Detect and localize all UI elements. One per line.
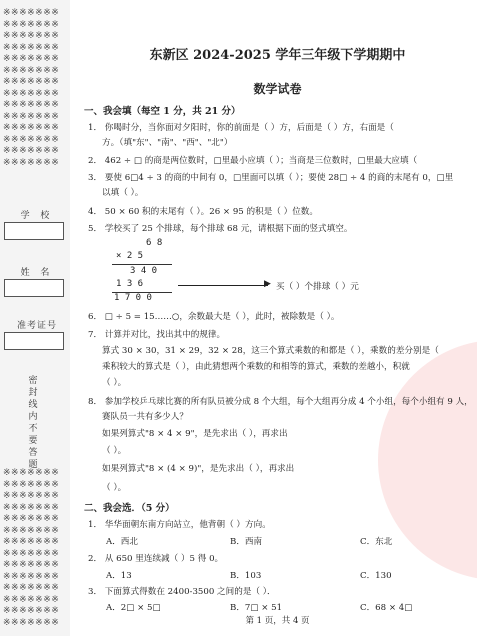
vertical-row1: 6 8 [146, 238, 163, 248]
s2-q1-option-c[interactable]: C．东北 [360, 537, 393, 547]
q1-line1: 1． 你喝时分，当你面对夕阳时，你的前面是（ ）方，后面是（ ）方，右面是（ [88, 123, 394, 133]
vertical-row3: 3 4 0 [130, 266, 158, 276]
exam-title: 东新区 2024-2025 学年三年级下学期期中 [149, 48, 406, 63]
s2-q2-option-b[interactable]: B．103 [230, 571, 262, 581]
q7-line4: （ ）。 [102, 378, 127, 388]
vertical-row4: 1 3 6 [116, 279, 144, 289]
s2-q3-option-a[interactable]: A．2□ × 5□ [106, 603, 161, 613]
q6-line: 6． □ ÷ 5 = 15……○，余数最大是（ ），此时，被除数是（ ）。 [88, 312, 340, 322]
school-label: 学 校 [20, 211, 54, 221]
s2-q1-line: 1． 华华面朝东南方向站立，他背朝（ ）方向。 [88, 520, 271, 530]
arrow-shaft [178, 285, 268, 286]
binding-stars-bottom: ※※※※※※※※※※※※※※※※※※※※※※※※※※※※※※※※※※※※※※※※※※※※※※※※※※※※※※※※※※※※※※※※※※※※※※※※※※※※※※※※※※※※※※※※※※※※※※※※※※ [3, 468, 60, 628]
binding-stars-top: ※※※※※※※※※※※※※※※※※※※※※※※※※※※※※※※※※※※※※※※※※※※※※※※※※※※※※※※※※※※※※※※※※※※※※※※※※※※※※※※※※※※※※※※※※※※※※※※※※※ [3, 8, 60, 168]
q8-line4: （ ）。 [102, 446, 127, 456]
s2-q3-option-c[interactable]: C．68 × 4□ [360, 603, 413, 613]
q8-line6: （ ）。 [102, 483, 127, 493]
s2-q3-line: 3． 下面算式得数在 2400-3500 之间的是（ ）． [88, 587, 276, 597]
exam-number-label: 准考证号 [16, 321, 57, 331]
s2-q2-line: 2． 从 650 里连续减（ ）5 得 0。 [88, 554, 224, 564]
name-label: 姓 名 [20, 268, 54, 278]
q3-line2: 以填（ ）。 [102, 188, 144, 198]
s2-q2-option-a[interactable]: A．13 [106, 571, 132, 581]
q1-line2: 方。（填"东"、"南"、"西"、"北"） [102, 138, 233, 148]
watermark-logo [378, 340, 477, 580]
school-field[interactable] [4, 222, 64, 240]
section2-heading: 二、我会选．（5 分） [84, 503, 175, 514]
q4-line: 4． 50 × 60 积的末尾有（ ）。26 × 95 的积是（ ）位数。 [88, 207, 318, 217]
seal-notice: 密封线内不要答题 [28, 376, 38, 470]
s2-q1-option-b[interactable]: B．西南 [230, 537, 263, 547]
section1-heading: 一、我会填（每空 1 分，共 21 分） [84, 106, 241, 117]
exam-subtitle: 数学试卷 [253, 82, 302, 96]
vertical-rule1 [112, 264, 172, 265]
arrow-head-icon: ▶ [264, 279, 271, 289]
q8-line2: 赛队员一共有多少人？ [102, 412, 188, 422]
vertical-row2: × 2 5 [116, 251, 144, 261]
page-footer: 第 1 页，共 4 页 [245, 616, 310, 626]
q5-line: 5． 学校买了 25 个排球，每个排球 68 元，请根据下面的竖式填空。 [88, 224, 353, 234]
s2-q3-option-b[interactable]: B．7□ × 51 [230, 603, 283, 613]
q2-line: 2． 462 ÷ □ 的商是两位数时，□里最小应填（ ）；当商是三位数时，□里最大应填（ [88, 156, 418, 166]
q7-line2: 算式 30 × 30，31 × 29，32 × 28，这三个算式乘数的和都是（ ），乘数的差分别是（ [102, 346, 439, 356]
name-field[interactable] [4, 279, 64, 297]
exam-paper [78, 0, 477, 636]
q8-line1: 8． 参加学校乒乓球比赛的所有队员被分成 8 个大组，每个大组再分成 4 个小组，每个小组有 9 人， [88, 397, 473, 407]
vertical-row5: 1 7 0 0 [114, 293, 152, 303]
q5-buy-answer: 买（ ）个排球（ ）元 [276, 282, 359, 292]
q7-line1: 7． 计算并对比，找出其中的规律。 [88, 330, 226, 340]
q8-line3: 如果列算式"8 × 4 × 9"，是先求出（ ），再求出 [102, 429, 288, 439]
q3-line1: 3． 要使 6□4 ÷ 3 的商的中间有 0，□里面可以填（ ）；要使 28□ ÷ 4 的商的末尾有 0，□里 [88, 173, 454, 183]
s2-q1-option-a[interactable]: A．西北 [106, 537, 138, 547]
binding-strip [0, 0, 70, 636]
q7-line3: 乘积较大的算式是（ ），由此猜想两个乘数的和相等的算式，乘数的差越小，积就 [102, 362, 410, 372]
s2-q2-option-c[interactable]: C．130 [360, 571, 392, 581]
exam-number-field[interactable] [4, 332, 64, 350]
q8-line5: 如果列算式"8 × (4 × 9)"，是先求出（ ），再求出 [102, 464, 295, 474]
